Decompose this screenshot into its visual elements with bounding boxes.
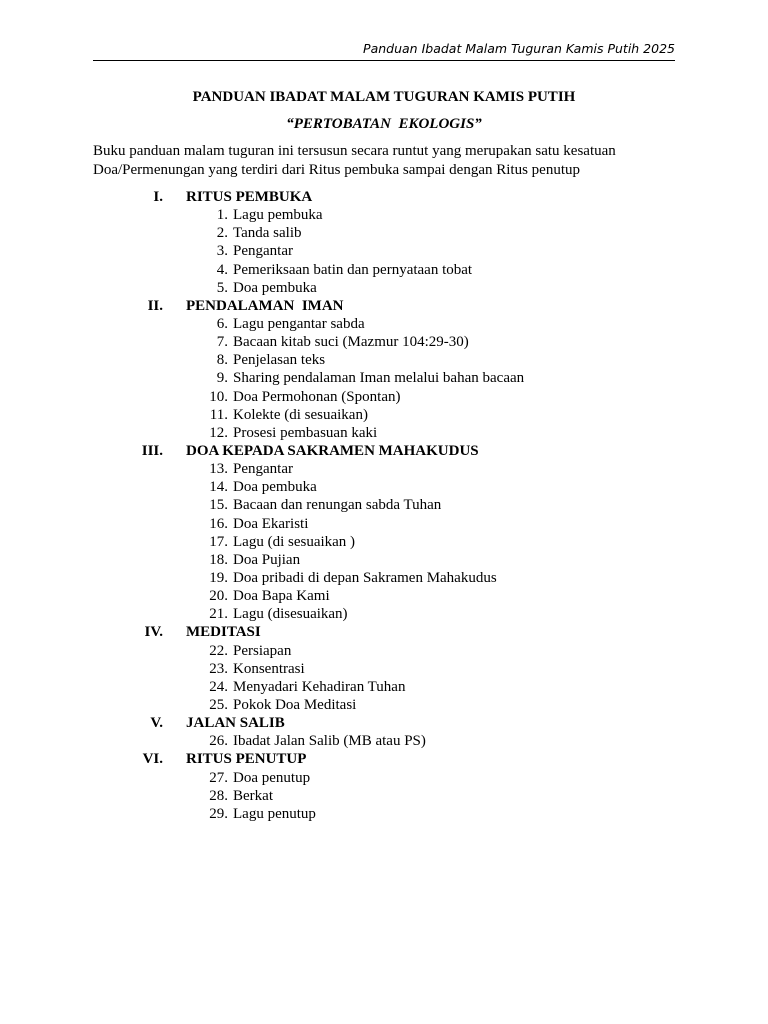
list-item-number: 7. — [216, 334, 228, 351]
list-item-number: 8. — [216, 352, 228, 369]
list-item — [0, 478, 768, 496]
section-heading — [0, 442, 768, 460]
section-number: III. — [141, 442, 163, 459]
list-item-text: Lagu pembuka — [233, 207, 323, 224]
list-item-number: 3. — [216, 243, 228, 260]
list-item — [0, 587, 768, 605]
list-item-number: 4. — [216, 261, 228, 278]
document-title: PANDUAN IBADAT MALAM TUGURAN KAMIS PUTIH — [192, 89, 576, 105]
list-item-number: 21. — [209, 606, 228, 623]
list-item — [0, 787, 768, 805]
list-item-text: Berkat — [233, 787, 273, 804]
list-item-text: Pengantar — [233, 243, 293, 260]
list-item — [0, 388, 768, 406]
list-item — [0, 206, 768, 224]
list-item-number: 6. — [216, 315, 228, 332]
section-title: MEDITASI — [186, 624, 261, 641]
list-item — [0, 569, 768, 587]
section-title: DOA KEPADA SAKRAMEN MAHAKUDUS — [186, 442, 479, 459]
list-item-text: Prosesi pembasuan kaki — [233, 424, 378, 441]
section-heading — [0, 623, 768, 641]
list-item — [0, 261, 768, 279]
list-item-number: 27. — [209, 769, 228, 786]
list-item — [0, 642, 768, 660]
list-item — [0, 315, 768, 333]
list-item — [0, 660, 768, 678]
list-item-text: Doa Ekaristi — [233, 515, 309, 532]
list-item-text: Pemeriksaan batin dan pernyataan tobat — [233, 261, 473, 278]
list-item — [0, 333, 768, 351]
list-item-text: Lagu penutup — [233, 805, 316, 822]
list-item — [0, 242, 768, 260]
list-item-number: 28. — [209, 787, 228, 804]
list-item-text: Sharing pendalaman Iman melalui bahan bacaan — [233, 370, 525, 387]
list-item-number: 22. — [209, 642, 228, 659]
list-item-text: Tanda salib — [233, 225, 302, 242]
list-item — [0, 769, 768, 787]
list-item-text: Kolekte (di sesuaikan) — [233, 406, 368, 423]
list-item-number: 10. — [209, 388, 228, 405]
list-item — [0, 279, 768, 297]
list-item-text: Doa penutup — [233, 769, 311, 786]
list-item-number: 9. — [216, 370, 228, 387]
list-item-text: Doa Pujian — [233, 551, 301, 568]
section-number: VI. — [142, 751, 163, 768]
list-item-text: Doa pembuka — [233, 279, 317, 296]
list-item-number: 15. — [209, 497, 228, 514]
list-item-number: 14. — [209, 479, 228, 496]
list-item-text: Konsentrasi — [233, 660, 305, 677]
intro-paragraph — [93, 142, 683, 179]
section-title: RITUS PEMBUKA — [186, 189, 313, 205]
section-number: IV. — [144, 624, 163, 641]
list-item-text: Lagu (disesuaikan) — [233, 606, 348, 623]
list-item-text: Ibadat Jalan Salib (MB atau PS) — [233, 733, 426, 750]
list-item — [0, 551, 768, 569]
list-item — [0, 224, 768, 242]
list-item — [0, 515, 768, 533]
section-heading — [0, 714, 768, 732]
list-item-text: Bacaan kitab suci (Mazmur 104:29-30) — [233, 334, 469, 351]
list-item-number: 17. — [209, 533, 228, 550]
list-item-text: Doa pembuka — [233, 479, 317, 496]
section-number: I. — [153, 189, 163, 205]
list-item — [0, 496, 768, 514]
section-heading — [0, 297, 768, 315]
list-item — [0, 460, 768, 478]
list-item — [0, 696, 768, 714]
running-header: Panduan Ibadat Malam Tuguran Kamis Putih 2025 — [93, 40, 675, 61]
section-number: II. — [147, 297, 163, 314]
section-heading — [0, 188, 768, 206]
section-number: V. — [150, 715, 163, 732]
list-item-text: Pokok Doa Meditasi — [233, 696, 357, 713]
section-title: RITUS PENUTUP — [186, 751, 307, 768]
list-item-number: 18. — [209, 551, 228, 568]
list-item — [0, 732, 768, 750]
list-item — [0, 351, 768, 369]
list-item — [0, 678, 768, 696]
list-item — [0, 805, 768, 823]
list-item-text: Lagu pengantar sabda — [233, 315, 365, 332]
list-item-text: Doa pribadi di depan Sakramen Mahakudus — [233, 569, 497, 586]
list-item-text: Persiapan — [233, 642, 292, 659]
list-item-text: Menyadari Kehadiran Tuhan — [233, 678, 406, 695]
list-item-text: Lagu (di sesuaikan ) — [233, 533, 356, 550]
list-item-number: 25. — [209, 696, 228, 713]
list-item-number: 16. — [209, 515, 228, 532]
list-item-text: Penjelasan teks — [233, 352, 326, 369]
list-item-number: 29. — [209, 805, 228, 822]
list-item — [0, 533, 768, 551]
intro-line: Doa/Permenungan yang terdiri dari Ritus pembuka sampai dengan Ritus penutup — [93, 161, 580, 178]
section-title: PENDALAMAN IMAN — [186, 297, 344, 314]
list-item-number: 26. — [209, 733, 228, 750]
list-item-number: 23. — [209, 660, 228, 677]
list-item-text: Doa Bapa Kami — [233, 588, 330, 605]
list-item-number: 2. — [216, 225, 228, 242]
list-item-number: 5. — [216, 279, 228, 296]
list-item-number: 20. — [209, 588, 228, 605]
list-item-number: 19. — [209, 569, 228, 586]
list-item — [0, 369, 768, 387]
list-item-number: 12. — [209, 424, 228, 441]
list-item-number: 11. — [209, 406, 228, 423]
outline-list — [0, 188, 768, 823]
list-item — [0, 424, 768, 442]
list-item-text: Bacaan dan renungan sabda Tuhan — [233, 497, 442, 514]
list-item-text: Pengantar — [233, 461, 293, 478]
list-item — [0, 605, 768, 623]
list-item-text: Doa Permohonan (Spontan) — [233, 388, 401, 405]
list-item-number: 1. — [216, 207, 228, 224]
list-item-number: 13. — [209, 461, 228, 478]
intro-line: Buku panduan malam tuguran ini tersusun secara runtut yang merupakan satu kesatuan — [93, 143, 616, 159]
document-subtitle: “PERTOBATAN EKOLOGIS” — [286, 116, 482, 132]
list-item — [0, 406, 768, 424]
section-heading — [0, 750, 768, 768]
list-item-number: 24. — [209, 678, 228, 695]
section-title: JALAN SALIB — [186, 715, 285, 732]
